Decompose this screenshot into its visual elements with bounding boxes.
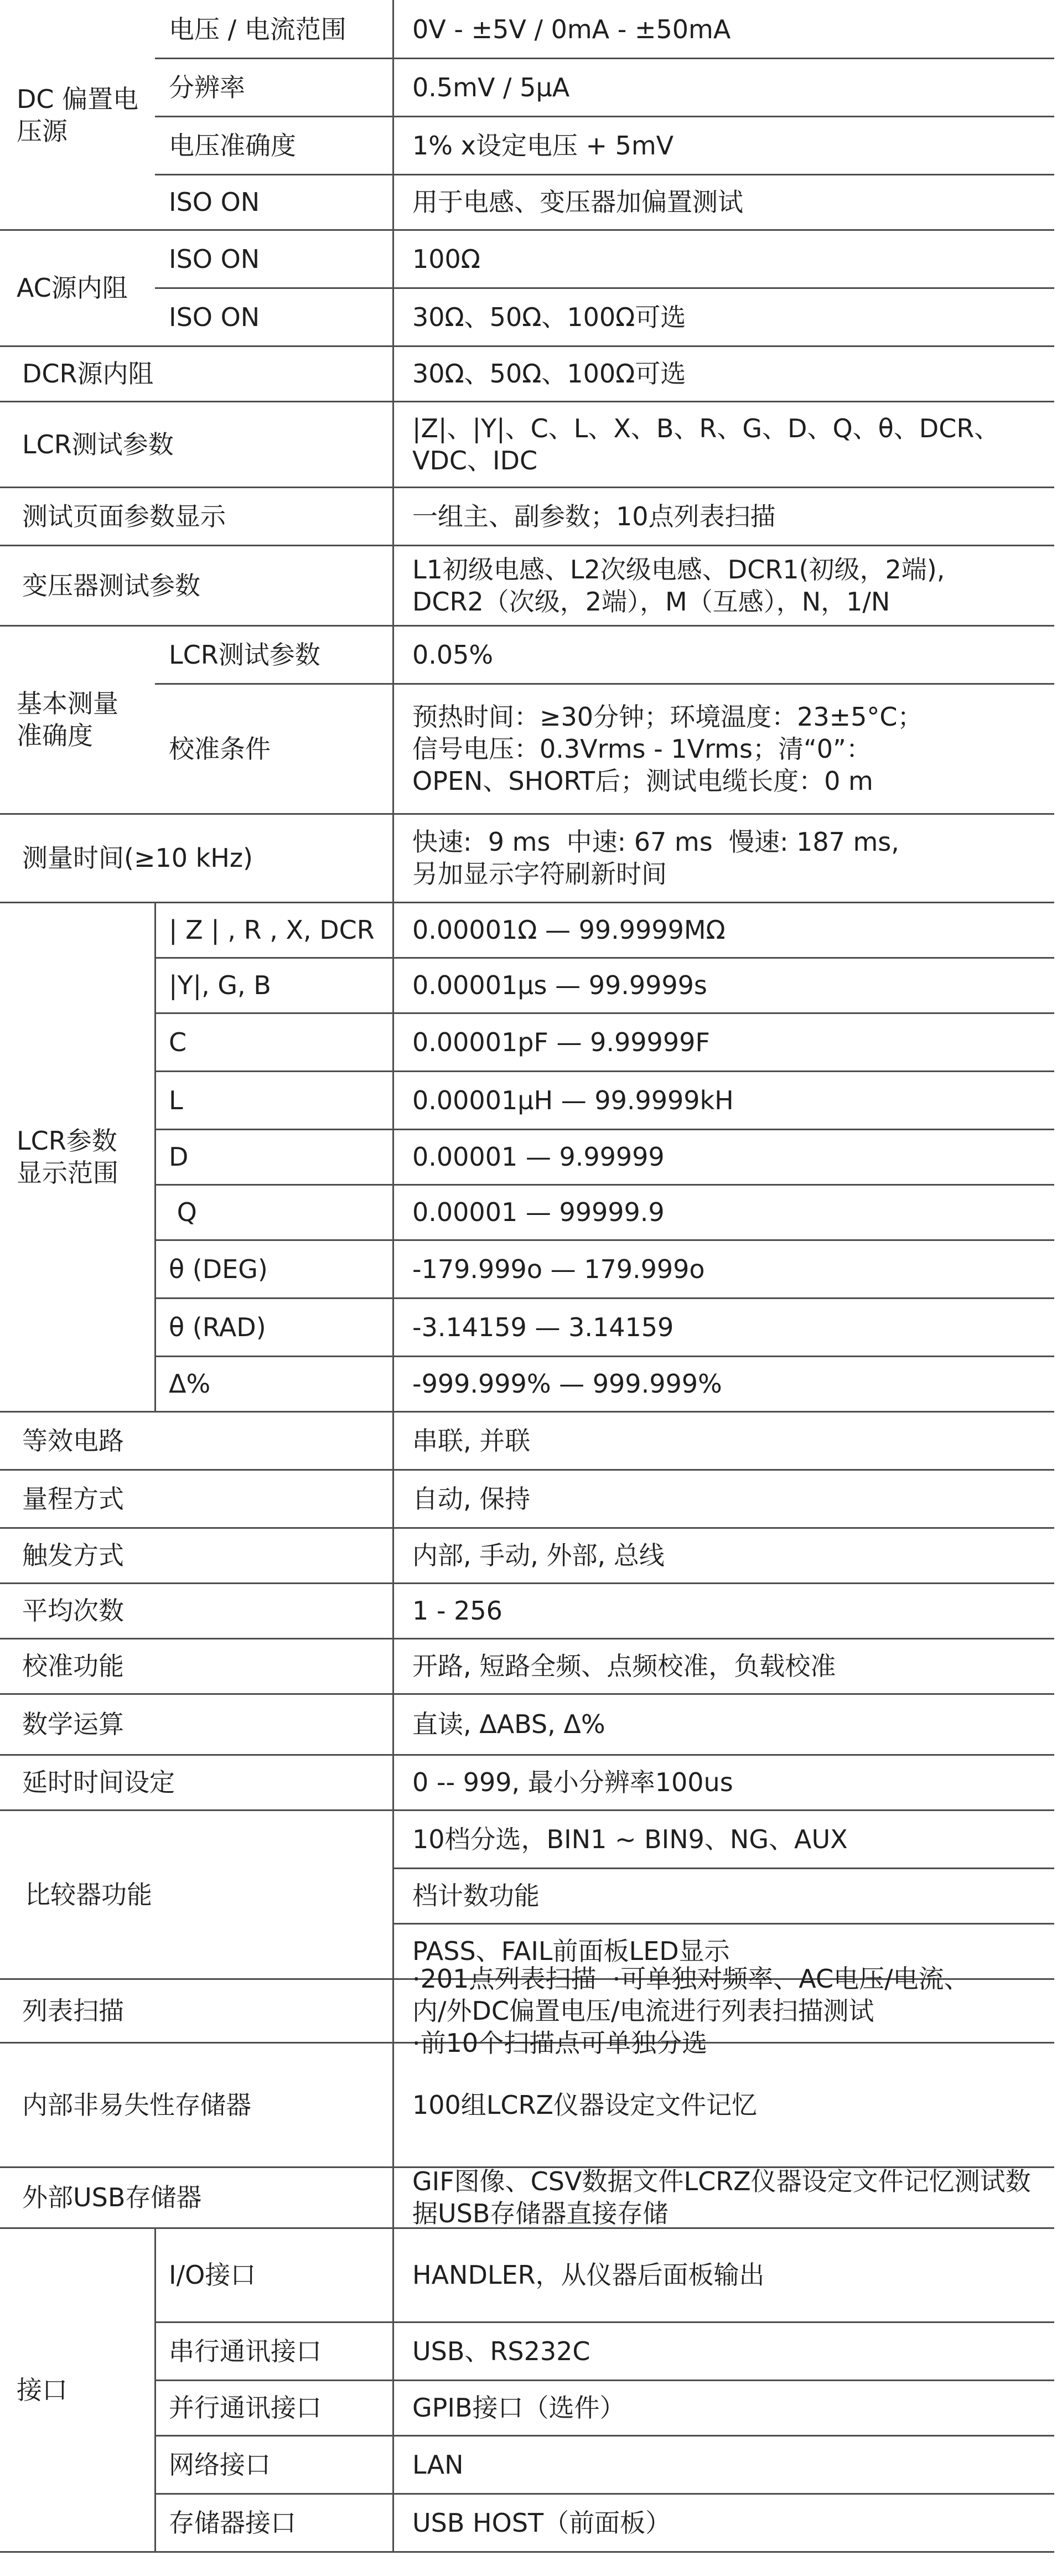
parameter-value: -999.999% — 999.999% <box>412 1369 722 1399</box>
row-divider <box>0 1582 1054 1584</box>
parameter-value: 1% x设定电压 + 5mV <box>412 131 674 161</box>
row-divider <box>155 957 1054 959</box>
parameter-sublabel: 串行通讯接口 <box>169 2336 322 2366</box>
parameter-sublabel: ISO ON <box>169 187 260 217</box>
parameter-value: 用于电感、变压器加偏置测试 <box>412 187 743 217</box>
parameter-value: 30Ω、50Ω、100Ω可选 <box>412 359 686 389</box>
parameter-value: USB HOST（前面板） <box>412 2508 671 2538</box>
parameter-value: 100Ω <box>412 244 480 274</box>
row-divider <box>155 1297 1054 1299</box>
group-label: 接口 <box>17 2375 68 2405</box>
parameter-value: 预热时间：≥30分钟；环境温度：23±5°C； 信号电压：0.3Vrms - 1Vrms；清“0”： OPEN、SHORT后；测试电缆长度：0 m <box>412 702 923 796</box>
row-divider <box>155 1239 1054 1241</box>
row-divider <box>0 545 1054 546</box>
parameter-sublabel: LCR测试参数 <box>169 640 320 670</box>
parameter-value: 1 - 256 <box>412 1596 502 1626</box>
row-divider <box>0 1527 1054 1529</box>
row-divider <box>155 683 1054 685</box>
parameter-value: 10档分选，BIN1 ~ BIN9、NG、AUX <box>412 1824 848 1854</box>
parameter-value: USB、RS232C <box>412 2336 590 2366</box>
parameter-value: 一组主、副参数；10点列表扫描 <box>412 501 776 531</box>
row-divider <box>155 58 1054 59</box>
row-divider <box>0 401 1054 402</box>
parameter-value: 0V - ±5V / 0mA - ±50mA <box>412 14 731 44</box>
parameter-value: 0.05% <box>412 640 494 670</box>
parameter-sublabel: 并行通讯接口 <box>169 2393 322 2423</box>
row-divider <box>0 1469 1054 1471</box>
parameter-value: 0.00001μH — 99.9999kH <box>412 1085 734 1115</box>
parameter-sublabel: 电压 / 电流范围 <box>169 14 346 44</box>
parameter-label: 测试页面参数显示 <box>22 501 226 531</box>
parameter-label: 量程方式 <box>22 1484 124 1514</box>
row-divider <box>0 1638 1054 1639</box>
parameter-value: -179.999o — 179.999o <box>412 1254 705 1284</box>
parameter-value: HANDLER，从仪器后面板输出 <box>412 2260 765 2290</box>
row-divider <box>0 2551 1054 2553</box>
parameter-value: 0.00001 — 9.99999 <box>412 1142 665 1172</box>
parameter-value: -3.14159 — 3.14159 <box>412 1312 674 1342</box>
group-label: 比较器功能 <box>25 1880 152 1910</box>
row-divider <box>0 902 1054 903</box>
parameter-value: 串联, 并联 <box>412 1426 531 1456</box>
parameter-value: 100组LCRZ仪器设定文件记忆 <box>412 2090 758 2120</box>
parameter-value: 自动, 保持 <box>412 1484 531 1514</box>
parameter-label: 平均次数 <box>22 1596 124 1626</box>
row-divider <box>0 1411 1054 1413</box>
parameter-value: 档计数功能 <box>412 1881 540 1911</box>
parameter-value: ·201点列表扫描 ·可单独对频率、AC电压/电流、 内/外DC偏置电压/电流进行列表扫描测试 ·前10个扫描点可单独分选 <box>412 1964 970 2058</box>
row-divider <box>155 1356 1054 1357</box>
parameter-label: 校准功能 <box>22 1651 124 1681</box>
parameter-label: 数学运算 <box>22 1709 124 1739</box>
group-label: LCR参数 显示范围 <box>17 1126 118 1188</box>
parameter-sublabel: L <box>169 1085 183 1115</box>
row-divider <box>155 2380 1054 2381</box>
row-divider <box>393 1923 1054 1925</box>
row-divider <box>0 487 1054 488</box>
parameter-value: 0.00001Ω — 99.9999MΩ <box>412 915 726 945</box>
row-divider <box>0 1754 1054 1756</box>
parameter-label: 变压器测试参数 <box>22 571 200 601</box>
row-divider <box>155 116 1054 117</box>
parameter-sublabel: D <box>169 1142 189 1172</box>
parameter-sublabel: C <box>169 1027 187 1057</box>
row-divider <box>155 174 1054 175</box>
parameter-label: DCR源内阻 <box>22 359 154 389</box>
group-label: 基本测量 准确度 <box>17 689 118 751</box>
row-divider <box>0 345 1054 347</box>
parameter-value: L1初级电感、L2次级电感、DCR1(初级，2端), DCR2（次级，2端），M（互感），N，1/N <box>412 555 945 617</box>
row-divider <box>393 1868 1054 1869</box>
parameter-sublabel: ISO ON <box>169 244 260 274</box>
group-label: AC源内阻 <box>17 273 128 303</box>
parameter-value: 0.00001 — 99999.9 <box>412 1197 665 1227</box>
parameter-sublabel: 分辨率 <box>169 73 245 102</box>
parameter-sublabel: 网络接口 <box>169 2450 271 2480</box>
parameter-sublabel: 存储器接口 <box>169 2508 296 2538</box>
row-divider <box>155 2321 1054 2323</box>
column-divider <box>154 902 156 1411</box>
parameter-sublabel: θ (RAD) <box>169 1312 266 1342</box>
row-divider <box>0 1693 1054 1695</box>
parameter-value: 内部, 手动, 外部, 总线 <box>412 1540 665 1570</box>
parameter-value: GPIB接口（选件） <box>412 2393 625 2423</box>
parameter-label: 触发方式 <box>22 1540 124 1570</box>
row-divider <box>0 625 1054 627</box>
parameter-value: |Z|、|Y|、C、L、X、B、R、G、D、Q、θ、DCR、 VDC、IDC <box>412 413 1000 475</box>
parameter-label: 等效电路 <box>22 1426 124 1456</box>
row-divider <box>155 1012 1054 1014</box>
parameter-label: 测量时间(≥10 kHz) <box>22 843 253 873</box>
parameter-value: 0.5mV / 5μA <box>412 73 570 102</box>
parameter-sublabel: | Z | , R , X, DCR <box>169 915 375 945</box>
parameter-value: 直读, ΔABS, Δ% <box>412 1709 605 1739</box>
parameter-label: LCR测试参数 <box>22 430 174 459</box>
row-divider <box>155 1070 1054 1072</box>
row-divider <box>155 2493 1054 2495</box>
row-divider <box>0 1809 1054 1811</box>
parameter-sublabel: Q <box>169 1197 197 1227</box>
row-divider <box>0 813 1054 815</box>
parameter-sublabel: |Y|, G, B <box>169 970 271 1000</box>
parameter-value: LAN <box>412 2450 464 2480</box>
row-divider <box>155 2435 1054 2437</box>
parameter-sublabel: ISO ON <box>169 302 260 332</box>
parameter-label: 列表扫描 <box>22 1996 124 2026</box>
parameter-value: 0.00001μs — 99.9999s <box>412 970 707 1000</box>
column-divider <box>154 2228 156 2552</box>
parameter-sublabel: 校准条件 <box>169 734 271 764</box>
parameter-sublabel: Δ% <box>169 1369 211 1399</box>
parameter-sublabel: θ (DEG) <box>169 1254 268 1284</box>
row-divider <box>155 287 1054 289</box>
parameter-value: 快速: 9 ms 中速: 67 ms 慢速: 187 ms, 另加显示字符刷新时间 <box>412 827 899 889</box>
parameter-sublabel: I/O接口 <box>169 2260 256 2290</box>
parameter-value: PASS、FAIL前面板LED显示 <box>412 1936 730 1966</box>
parameter-value: GIF图像、CSV数据文件LCRZ仪器设定文件记忆测试数 据USB存储器直接存储 <box>412 2166 1031 2228</box>
parameter-label: 延时时间设定 <box>22 1767 175 1797</box>
row-divider <box>155 1184 1054 1186</box>
parameter-sublabel: 电压准确度 <box>169 131 296 161</box>
parameter-value: 30Ω、50Ω、100Ω可选 <box>412 302 686 332</box>
parameter-value: 0.00001pF — 9.99999F <box>412 1027 710 1057</box>
parameter-label: 外部USB存储器 <box>22 2182 202 2212</box>
parameter-label: 内部非易失性存储器 <box>22 2090 251 2120</box>
column-divider <box>392 0 394 2552</box>
parameter-value: 0 -- 999, 最小分辨率100us <box>412 1767 733 1797</box>
row-divider <box>0 229 1054 231</box>
parameter-value: 开路, 短路全频、点频校准，负载校准 <box>412 1651 836 1681</box>
group-label: DC 偏置电 压源 <box>17 84 139 146</box>
row-divider <box>155 1129 1054 1130</box>
